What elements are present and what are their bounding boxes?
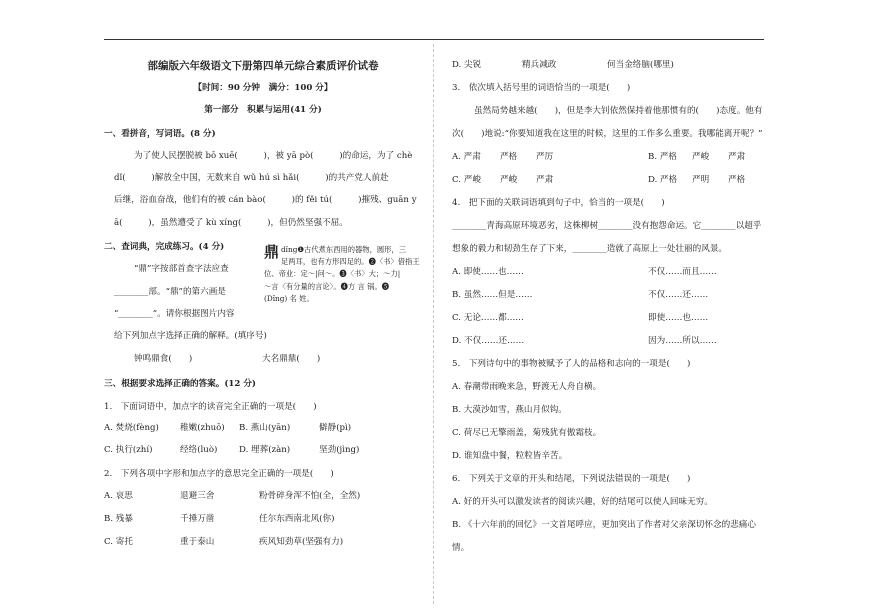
q2-option: 重于泰山 [180, 537, 215, 547]
question-6-stem: 6. 下列关于文章的开头和结尾，下列说法错误的一项是( ) [452, 474, 691, 484]
q1-option: 稚嫩(zhuō) [180, 423, 225, 433]
q1-option: 僻静(pì) [319, 423, 352, 433]
q3-line: 次( )地说:“你要知道我在这里的时候，这里的工作多么重要。我哪能离开呢？” [452, 129, 763, 139]
q5-option: C. 荷尽已无擎雨盖，菊残犹有傲霜枝。 [452, 428, 602, 438]
dictionary-line: 足两耳，也有方形四足的。❷〈书〉借指王 [281, 257, 420, 267]
q3-option: 严格 [500, 152, 518, 162]
dictionary-entry [264, 244, 426, 305]
q3-line: 虽然局势越来越( )，但是李大钊依然保持着他那惯有的( )态度。他有 [474, 106, 763, 116]
section2-heading: 二、查词典，完成练习。(4 分) [104, 242, 225, 252]
time-info: 【时间：90 分钟 满分：100 分】 [193, 83, 333, 93]
exam-title: 部编版六年级语文下册第四单元综合素质评价试卷 [147, 60, 379, 72]
question-3-stem: 3. 依次填入括号里的词语恰当的一项是( ) [452, 83, 631, 93]
section1-line: 为了使人民摆脱被 bō xuē( )，被 yā pò( )的命运，为了 chè [134, 151, 413, 161]
q2-option: A. 哀思 [104, 491, 133, 501]
q4-line: 想象的毅力和韧劲生存了下来，________造就了高原上一处壮丽的风景。 [452, 244, 728, 254]
q3-option: 严肃 [728, 152, 746, 162]
q3-option: 严肃 [536, 175, 554, 185]
section2-option: 钟鸣鼎食( ) [134, 354, 193, 364]
q2-option: 退避三舍 [180, 491, 215, 501]
header-rule [104, 39, 764, 40]
q2-option: 精兵减政 [522, 60, 557, 70]
q4-line: ________青海高原环境恶劣，这株柳树________没有抱怨命运。它________以超乎 [452, 221, 762, 231]
section2-line: “________”。请你根据图片内容 [114, 309, 235, 319]
dictionary-line: dǐng❶古代煮东西用的器物，圆形，三 [281, 245, 407, 254]
section1-line: 后继，浴血奋战，他们有的被 cán bào( )的 fěi tú( )摧残、guān y [114, 195, 417, 205]
q4-option: 即使……也…… [648, 313, 709, 323]
q1-option: 经络(luò) [180, 445, 218, 455]
q3-option: B. 严格 [648, 152, 677, 162]
q3-option: C. 严峻 [452, 175, 481, 185]
column-divider [433, 44, 434, 604]
section3-heading: 三、根据要求选择正确的答案。(12 分) [104, 379, 256, 389]
part-heading: 第一部分 积累与运用(41 分) [204, 105, 322, 115]
section2-line: 给下列加点字选择正确的解释。(填序号) [114, 331, 267, 341]
q2-option: C. 寄托 [104, 537, 133, 547]
q5-option: B. 大漠沙如雪，燕山月似钩。 [452, 405, 567, 415]
q1-option: B. 燕山(yān) [239, 423, 291, 433]
q4-option: 不仅……还…… [648, 290, 709, 300]
q1-option: A. 焚烧(fèng) [104, 423, 159, 433]
q1-option: 坚劲(jìng) [319, 445, 360, 455]
q1-option: D. 埋葬(zàn) [239, 445, 291, 455]
question-4-stem: 4. 把下面的关联词语填到句子中，恰当的一项是( ) [452, 198, 665, 208]
q3-option: 严厉 [536, 152, 554, 162]
question-5-stem: 5. 下列诗句中的事物被赋予了人的品格和志向的一项是( ) [452, 359, 691, 369]
question-1-stem: 1. 下面词语中，加点字的读音完全正确的一项是( ) [104, 402, 317, 412]
dictionary-line: ～言〈有分量的言论〉。❹方 言 锅。❺ [264, 281, 390, 291]
section2-option: 大名鼎鼎( ) [262, 354, 321, 364]
section2-line: ________部。“鼎”的第六画是 [114, 287, 226, 297]
q4-option: B. 虽然……但是…… [452, 290, 533, 300]
q4-option: D. 不仅……还…… [452, 336, 525, 346]
q3-option: 严格 [728, 175, 746, 185]
dictionary-line: (Dǐng) 名 姓。 [264, 293, 314, 303]
q1-option: C. 执行(zhí) [104, 445, 153, 455]
section1-line: ā( )，虽然遭受了 kù xíng( )，但仍然坚强不屈。 [114, 218, 348, 228]
q5-option: A. 春潮带雨晚来急，野渡无人舟自横。 [452, 382, 602, 392]
q2-option: 千捶万凿 [180, 514, 215, 524]
q3-option: 严峻 [500, 175, 518, 185]
section2-line: “鼎”字按部首查字法应查 [134, 264, 229, 274]
q3-option: A. 严肃 [452, 152, 481, 162]
q2-option: 疾风知劲草(坚强有力) [259, 537, 344, 547]
q2-option: 任尔东西南北风(你) [259, 514, 335, 524]
q6-option: A. 好的开头可以激发读者的阅读兴趣，好的结尾可以使人回味无穷。 [452, 497, 713, 507]
q4-option: 不仅……而且…… [648, 267, 717, 277]
question-2-stem: 2. 下列各项中字形和加点字的意思完全正确的一项是( ) [104, 469, 334, 479]
q2-option: D. 尖锐 [452, 60, 482, 70]
dictionary-line: 位、帝业：定～|问～。❸〈书〉大；～力| [264, 269, 401, 279]
q6-option: B. 《十六年前的回忆》一文首尾呼应，更加突出了作者对父亲深切怀念的悲痛心 [452, 520, 756, 530]
q4-option: A. 即使……也…… [452, 267, 524, 277]
q2-option: 何当金络脑(哪里) [607, 60, 674, 70]
q4-option: C. 无论……都…… [452, 313, 524, 323]
q3-option: D. 严格 [648, 175, 678, 185]
q3-option: 严峻 [692, 152, 710, 162]
q4-option: 因为……所以…… [648, 336, 717, 346]
q6-option: 情。 [452, 543, 470, 553]
q5-option: D. 谁知盘中餐，粒粒皆辛苦。 [452, 451, 568, 461]
q3-option: 严明 [692, 175, 710, 185]
dictionary-char: 鼎 [264, 243, 280, 261]
section1-heading: 一、看拼音，写词语。(8 分) [104, 129, 216, 139]
q2-option: B. 残暴 [104, 514, 133, 524]
q2-option: 粉骨碎身浑不怕(全，全然) [259, 491, 361, 501]
section1-line: dǐ( )解放全中国，无数来自 wǔ hú sì hǎi( )的共产党人前赴 [114, 173, 389, 183]
